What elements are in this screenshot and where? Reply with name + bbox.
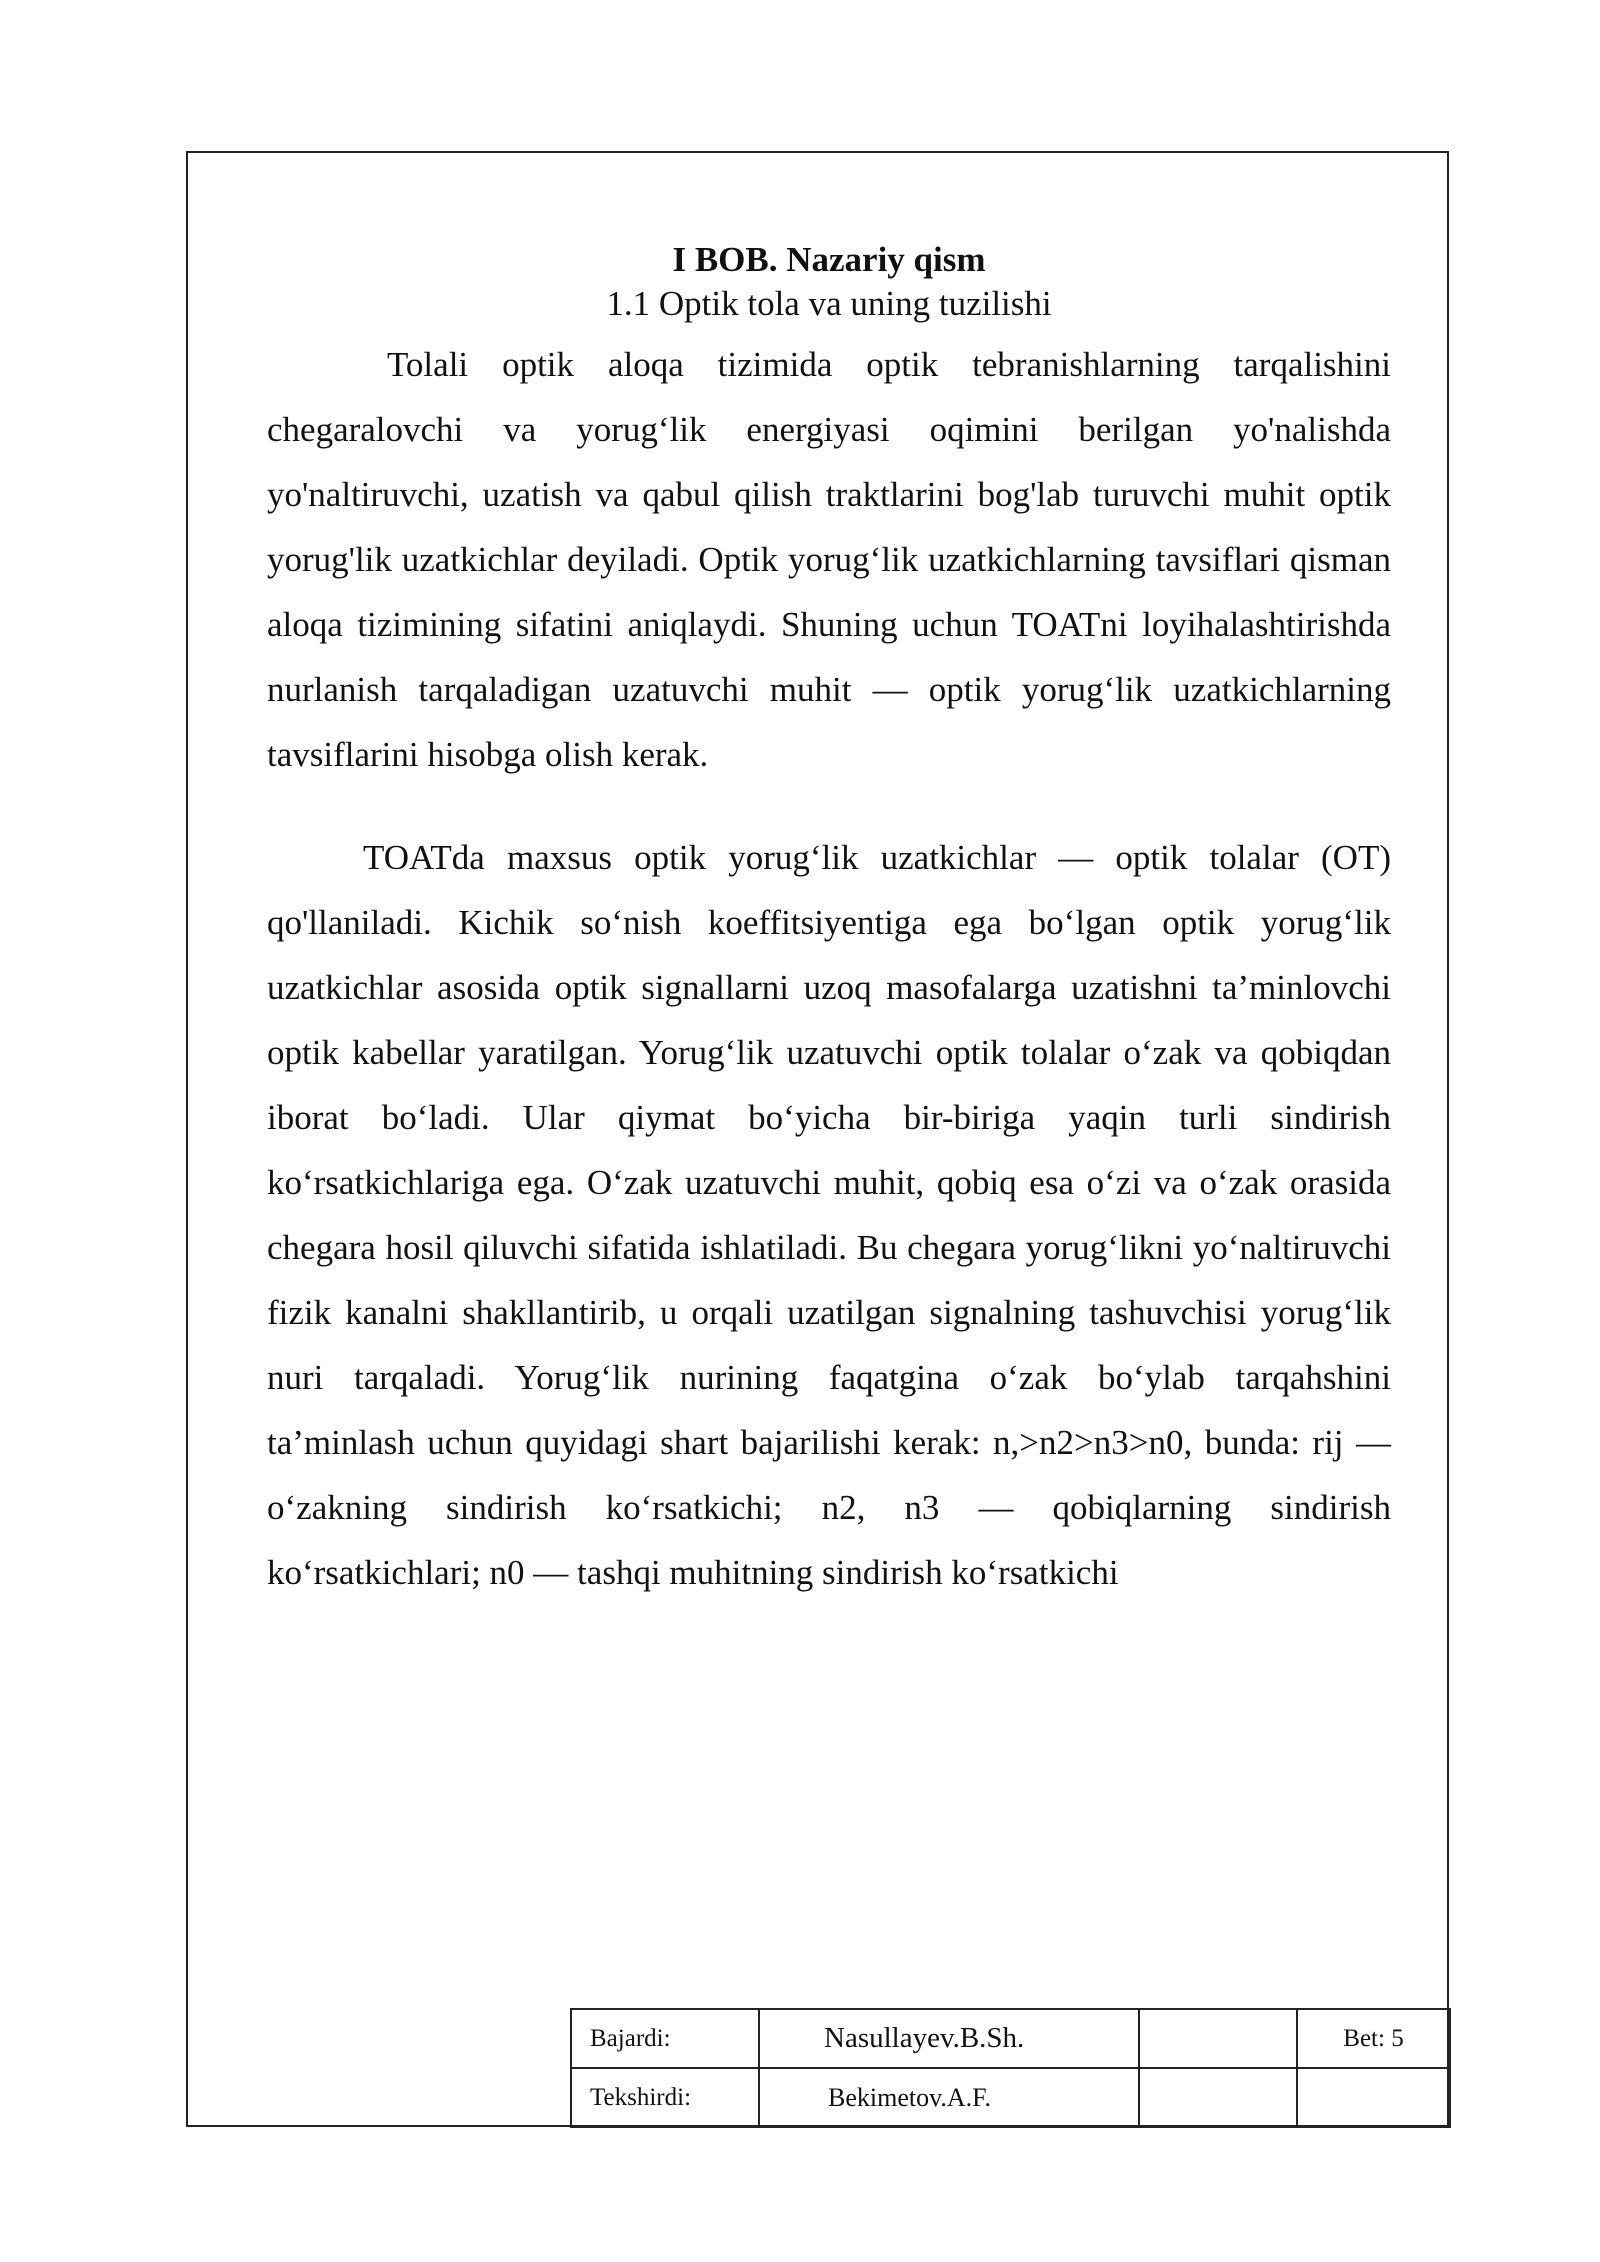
stamp-empty-cell [1297, 2068, 1450, 2127]
stamp-empty-cell [1139, 2009, 1297, 2068]
stamp-empty-cell [1139, 2068, 1297, 2127]
checked-by-name: Bekimetov.A.F. [759, 2068, 1139, 2127]
done-by-name: Nasullayev.B.Sh. [759, 2009, 1139, 2068]
paragraph-1: Tolali optik aloqa tizimida optik tebranishlarning tarqalishini chegaralovchi va yorug‘lik energiyasi oqimini berilgan yo'nalishda yo'naltiruvchi, uzatish va qabul qilish traktlarini bog'lab turuvchi muhit optik yorug'lik uzatkichlar deyiladi. Optik yorug‘lik uzatkichlarning tavsiflari qisman aloqa tizimining sifatini aniqlaydi. Shuning uchun TOATni loyihalashtirishda nurlanish tarqaladigan uzatuvchi muhit — optik yorug‘lik uzatkichlarning tavsiflarini hisobga olish kerak. [267, 345, 1391, 774]
section-title: 1.1 Optik tola va uning tuzilishi [606, 284, 1052, 323]
chapter-title: I BOB. Nazariy qism [672, 240, 986, 279]
stamp-row-done-by [571, 2009, 1450, 2068]
done-by-label: Bajardi: [571, 2009, 759, 2068]
document-body [267, 238, 1391, 1605]
page-number: Bet: 5 [1297, 2009, 1450, 2068]
paragraph-2: TOATda maxsus optik yorug‘lik uzatkichlar — optik tolalar (OT) qo'llaniladi. Kichik so‘nish koeffitsiyentiga ega bo‘lgan optik yorug‘lik uzatkichlar asosida optik signallarni uzoq masofalarga uzatishni ta’minlovchi optik kabellar yaratilgan. Yorug‘lik uzatuvchi optik tolalar o‘zak va qobiqdan iborat bo‘ladi. Ular qiymat bo‘yicha bir-biriga yaqin turli sindirish ko‘rsatkichlariga ega. O‘zak uzatuvchi muhit, qobiq esa o‘zi va o‘zak orasida chegara hosil qiluvchi sifatida ishlatiladi. Bu chegara yorug‘likni yo‘naltiruvchi fizik kanalni shakllantirib, u orqali uzatilgan signalning tashuvchisi yorug‘lik nuri tarqaladi. Yorug‘lik nurining faqatgina o‘zak bo‘ylab tarqahshini ta’minlash uchun quyidagi shart bajarilishi kerak: n,>n2>n3>n0, bunda: rij — o‘zakning sindirish ko‘rsatkichi; n2, n3 — qobiqlarning sindirish ko‘rsatkichlari; n0 — tashqi muhitning sindirish ko‘rsatkichi [267, 838, 1391, 1592]
checked-by-label: Tekshirdi: [571, 2068, 759, 2127]
stamp-row-checked-by [571, 2068, 1450, 2127]
title-block-stamp [570, 2008, 1451, 2128]
